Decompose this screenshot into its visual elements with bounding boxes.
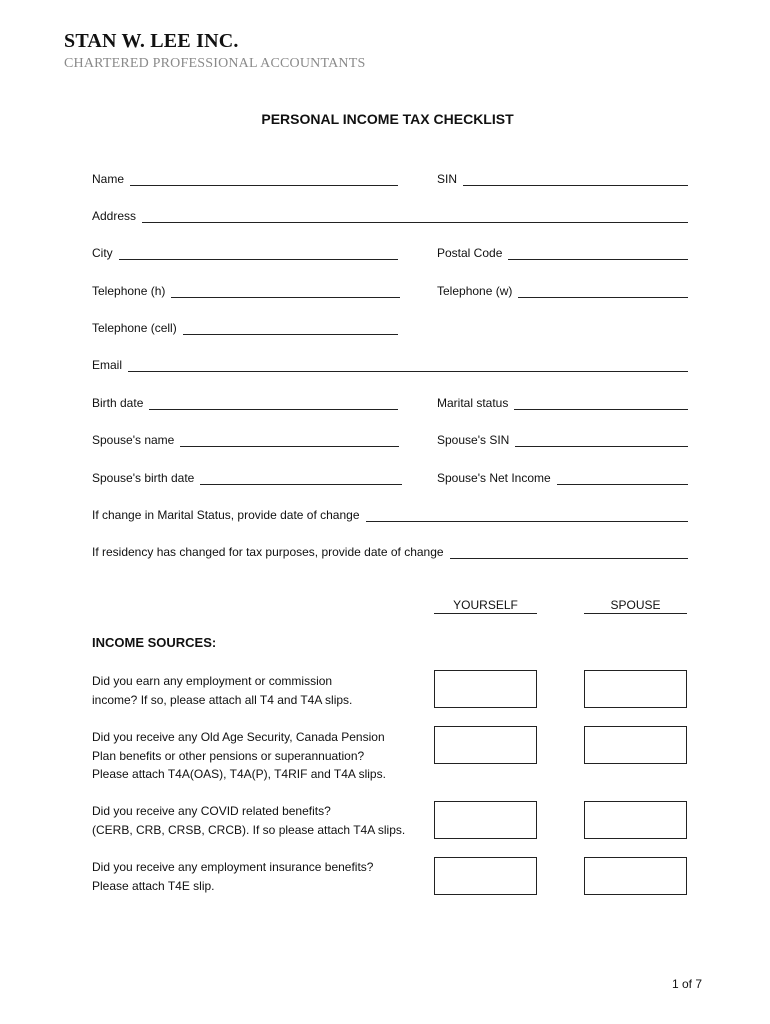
column-header-yourself: YOURSELF	[434, 598, 537, 614]
sin-field[interactable]	[437, 168, 688, 186]
question-line: Did you receive any employment insurance benefits?	[92, 860, 374, 874]
form-row-city-postal	[92, 242, 688, 260]
telephone-cell-label: Telephone (cell)	[92, 321, 177, 335]
form-row-email	[92, 354, 688, 372]
residency-change-line[interactable]	[450, 545, 688, 559]
question-pension-income	[92, 728, 412, 784]
page-number: 1 of 7	[672, 977, 703, 991]
postal-code-label: Postal Code	[437, 246, 503, 260]
income-sources-heading: INCOME SOURCES:	[92, 635, 217, 650]
name-label: Name	[92, 172, 125, 186]
spouse-birth-date-line[interactable]	[200, 471, 402, 485]
marital-status-field[interactable]	[437, 392, 688, 410]
telephone-work-field[interactable]	[437, 280, 688, 298]
form-row-cell	[92, 317, 688, 335]
firm-name: STAN W. LEE INC.	[64, 30, 239, 52]
yourself-answer-box-covid[interactable]	[434, 801, 537, 839]
city-line[interactable]	[119, 246, 398, 260]
yourself-answer-box-ei[interactable]	[434, 857, 537, 895]
question-line: Plan benefits or other pensions or superannuation?	[92, 748, 365, 763]
marital-status-label: Marital status	[437, 396, 509, 410]
email-line[interactable]	[128, 358, 688, 372]
address-line[interactable]	[142, 209, 688, 223]
spouse-sin-line[interactable]	[515, 433, 688, 447]
spouse-sin-field[interactable]	[437, 429, 688, 447]
document-title: PERSONAL INCOME TAX CHECKLIST	[261, 111, 514, 127]
yourself-answer-box-employment[interactable]	[434, 670, 537, 708]
telephone-home-label: Telephone (h)	[92, 284, 166, 298]
sin-label: SIN	[437, 172, 458, 186]
spouse-net-income-field[interactable]	[437, 467, 688, 485]
residency-change-label: If residency has changed for tax purposes, provide date of change	[92, 545, 444, 559]
postal-code-field[interactable]	[437, 242, 688, 260]
form-row-name-sin	[92, 168, 688, 186]
telephone-home-line[interactable]	[171, 284, 400, 298]
spouse-net-income-line[interactable]	[557, 471, 688, 485]
question-line: Please attach T4A(OAS), T4A(P), T4RIF and T4A slips.	[92, 767, 386, 781]
birth-date-field[interactable]	[92, 392, 398, 410]
question-employment-income	[92, 672, 412, 709]
marital-change-line[interactable]	[366, 508, 689, 522]
form-row-birth-marital	[92, 392, 688, 410]
form-row-spouse-birth-income	[92, 467, 688, 485]
city-label: City	[92, 246, 113, 260]
telephone-cell-field[interactable]	[92, 317, 398, 335]
form-row-telephone	[92, 280, 688, 298]
spouse-name-label: Spouse's name	[92, 433, 175, 447]
telephone-work-line[interactable]	[518, 284, 688, 298]
form-row-marital-change	[92, 504, 688, 522]
address-label: Address	[92, 209, 137, 223]
spouse-net-income-label: Spouse's Net Income	[437, 471, 551, 485]
email-field[interactable]	[92, 354, 688, 372]
spouse-birth-date-label: Spouse's birth date	[92, 471, 195, 485]
marital-change-field[interactable]	[92, 504, 688, 522]
spouse-birth-date-field[interactable]	[92, 467, 402, 485]
telephone-cell-line[interactable]	[183, 321, 398, 335]
question-line: income? If so, please attach all T4 and T4A slips.	[92, 692, 353, 707]
name-line[interactable]	[130, 172, 398, 186]
postal-code-line[interactable]	[508, 246, 688, 260]
spouse-sin-label: Spouse's SIN	[437, 433, 510, 447]
name-field[interactable]	[92, 168, 398, 186]
spouse-answer-box-covid[interactable]	[584, 801, 687, 839]
column-header-spouse: SPOUSE	[584, 598, 687, 614]
firm-tagline: CHARTERED PROFESSIONAL ACCOUNTANTS	[64, 56, 366, 71]
address-field[interactable]	[92, 205, 688, 223]
spouse-name-field[interactable]	[92, 429, 399, 447]
residency-change-field[interactable]	[92, 541, 688, 559]
telephone-work-label: Telephone (w)	[437, 284, 513, 298]
question-line: (CERB, CRB, CRSB, CRCB). If so please attach T4A slips.	[92, 822, 406, 837]
spouse-answer-box-ei[interactable]	[584, 857, 687, 895]
sin-line[interactable]	[463, 172, 688, 186]
question-line: Did you earn any employment or commission	[92, 674, 333, 688]
spouse-answer-box-employment[interactable]	[584, 670, 687, 708]
spouse-name-line[interactable]	[180, 433, 399, 447]
marital-change-label: If change in Marital Status, provide date of change	[92, 508, 360, 522]
question-line: Please attach T4E slip.	[92, 878, 215, 893]
marital-status-line[interactable]	[514, 396, 688, 410]
question-line: Did you receive any COVID related benefits?	[92, 804, 331, 818]
yourself-answer-box-pension[interactable]	[434, 726, 537, 764]
city-field[interactable]	[92, 242, 398, 260]
question-line: Did you receive any Old Age Security, Canada Pension	[92, 730, 385, 744]
email-label: Email	[92, 358, 123, 372]
form-row-residency-change	[92, 541, 688, 559]
birth-date-label: Birth date	[92, 396, 144, 410]
question-covid-benefits	[92, 802, 412, 839]
birth-date-line[interactable]	[149, 396, 398, 410]
spouse-answer-box-pension[interactable]	[584, 726, 687, 764]
form-row-address	[92, 205, 688, 223]
question-employment-insurance	[92, 858, 412, 895]
form-row-spouse-name-sin	[92, 429, 688, 447]
telephone-home-field[interactable]	[92, 280, 400, 298]
